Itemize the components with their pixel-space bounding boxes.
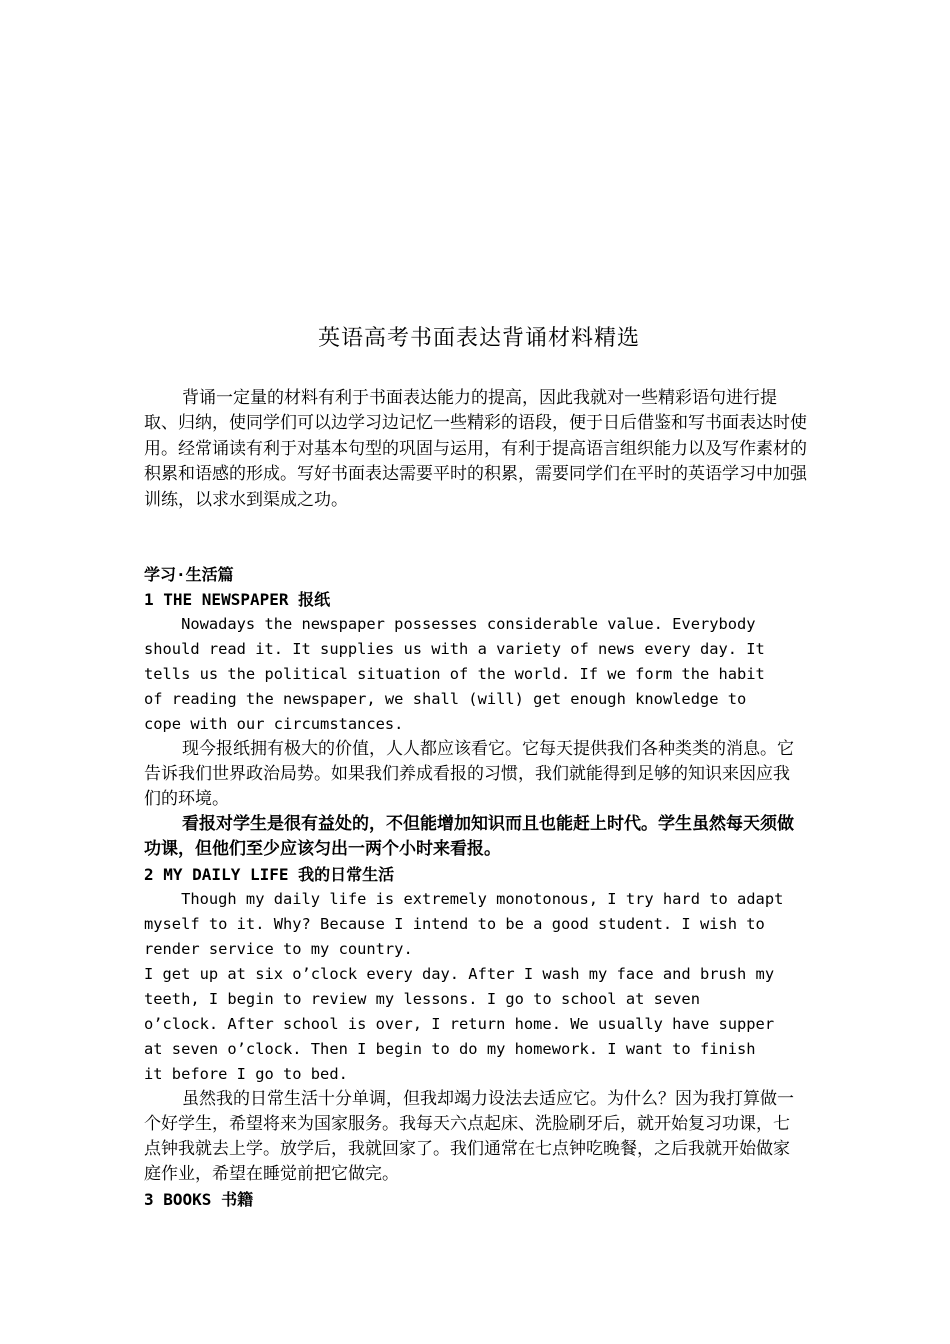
english-text-line: should read it. It supplies us with a variety of news every day. It (144, 640, 765, 658)
article-heading-newspaper: 1 THE NEWSPAPER 报纸 (144, 590, 331, 609)
intro-paragraph: 背诵一定量的材料有利于书面表达能力的提高，因此我就对一些精彩语句进行提取、归纳，使同学们可以边学习边记忆一些精彩的语段，便于日后借鉴和写书面表达时使用。经常诵读有利于对基本句型的巩固与运用，有利于提高语言组织能力以及写作素材的积累和语感的形成。写好书面表达需要平时的积累，需要同学们在平时的英语学习中加强训练，以求水到渠成之功。 (144, 388, 807, 510)
english-text-line: render service to my country. (144, 940, 413, 958)
english-text-line: of reading the newspaper, we shall (will) get enough knowledge to (144, 690, 747, 708)
english-text-line: cope with our circumstances. (144, 715, 404, 733)
english-text-line: Though my daily life is extremely monotonous, I try hard to adapt (144, 890, 784, 908)
document-title: 英语高考书面表达背诵材料精选 (317, 326, 640, 351)
english-text-line: it before I go to bed. (144, 1065, 348, 1083)
english-text-line: teeth, I begin to review my lessons. I go to school at seven (144, 990, 700, 1008)
document-body (144, 562, 814, 1212)
section-title: 学习·生活篇 (144, 565, 234, 584)
article-heading-daily-life: 2 MY DAILY LIFE 我的日常生活 (144, 865, 395, 884)
english-text-line: o’clock. After school is over, I return home. We usually have supper (144, 1015, 775, 1033)
english-text-line: myself to it. Why? Because I intend to be a good student. I wish to (144, 915, 765, 933)
english-text-line: I get up at six o’clock every day. After I wash my face and brush my (144, 965, 775, 983)
english-text-line: Nowadays the newspaper possesses considerable value. Everybody (144, 615, 756, 633)
article-heading-books: 3 BOOKS 书籍 (144, 1190, 254, 1209)
chinese-translation: 现今报纸拥有极大的价值，人人都应该看它。它每天提供我们各种类类的消息。它告诉我们世界政治局势。如果我们养成看报的习惯，我们就能得到足够的知识来因应我们的环境。 (144, 739, 794, 809)
english-text-line: tells us the political situation of the world. If we form the habit (144, 665, 765, 683)
english-text-line: at seven o’clock. Then I begin to do my homework. I want to finish (144, 1040, 756, 1058)
chinese-bold-paragraph: 看报对学生是很有益处的，不但能增加知识而且也能赶上时代。学生虽然每天须做功课，但他们至少应该匀出一两个小时来看报。 (144, 814, 794, 859)
chinese-translation: 虽然我的日常生活十分单调，但我却竭力设法去适应它。为什么？因为我打算做一个好学生，希望将来为国家服务。我每天六点起床、洗脸刷牙后，就开始复习功课，七点钟我就去上学。放学后，我就回家了。我们通常在七点钟吃晚餐，之后我就开始做家庭作业，希望在睡觉前把它做完。 (144, 1089, 794, 1184)
